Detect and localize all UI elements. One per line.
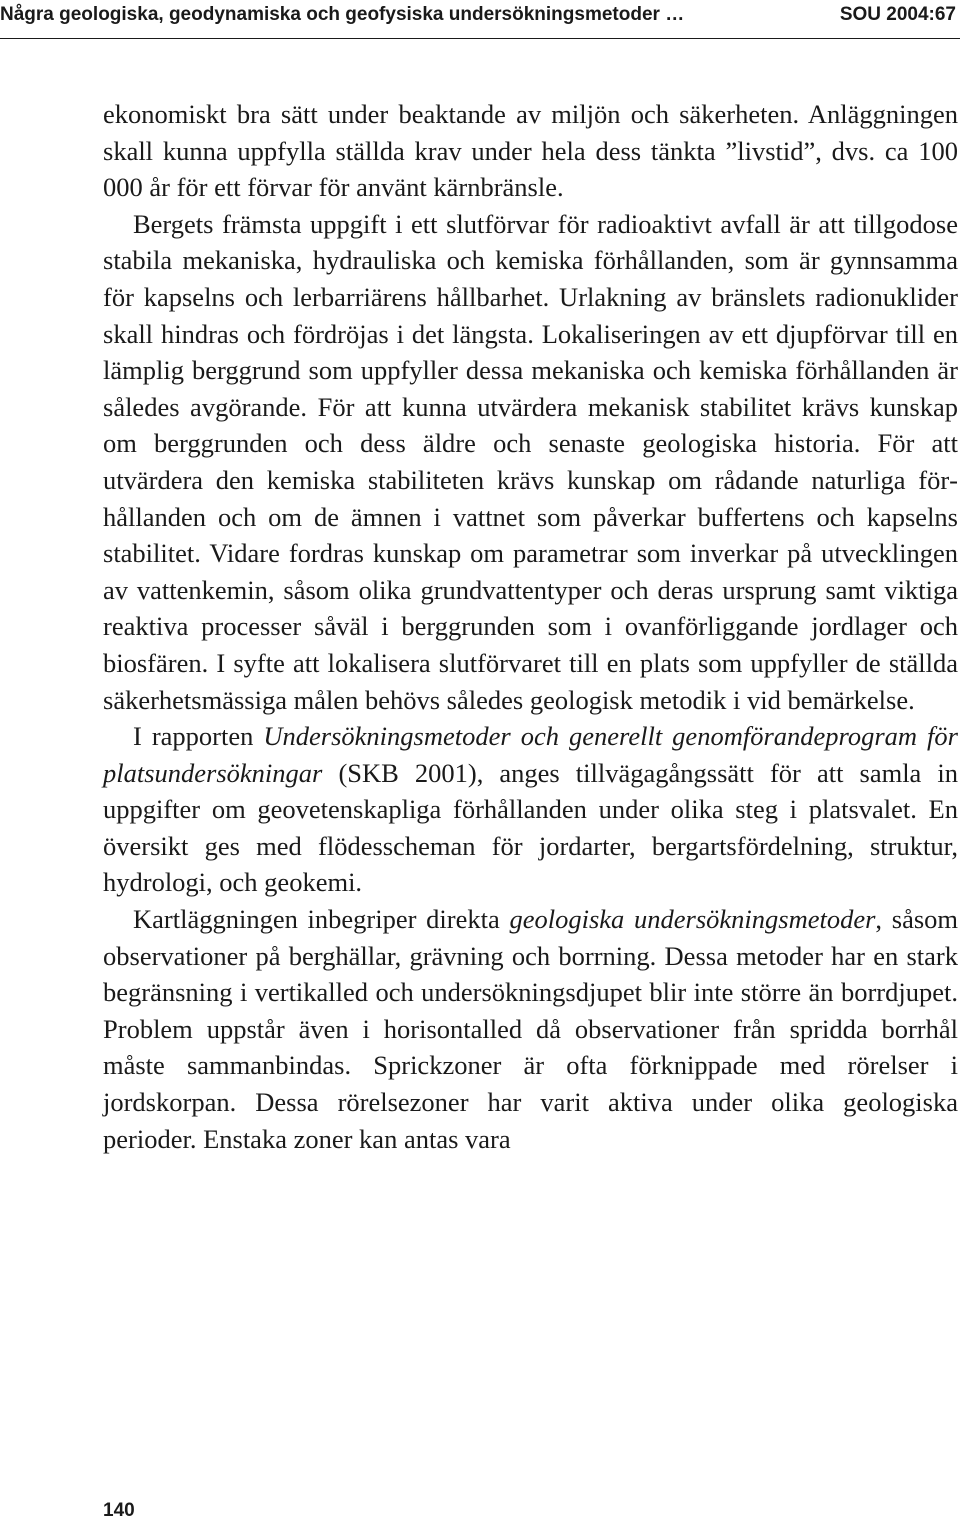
paragraph-3 [103, 718, 958, 901]
paragraph-4 [103, 901, 958, 1157]
paragraph-2: Bergets främsta uppgift i ett slutförvar för radioaktivt avfall är att tillgodose stabila mekaniska, hydrauliska och kemiska förhållanden, som är gynnsamma för kapselns och lerbarriärens hållbarhet. Urlakning av bränslets radionuklider skall hindras och fördröjas i det längsta. Lokaliseringen av ett djupförvar till en lämplig berggrund som uppfyller dessa mekaniska och kemiska förhållanden är således avgörande. För att kunna utvärdera mekanisk stabilitet krävs kunskap om berggrunden och dess äldre och senaste geologiska historia. För att utvärdera den kemiska stabiliteten krävs kunskap om rådande naturliga förhållanden och om de ämnen i vattnet som påverkar buffertens och kapselns stabilitet. Vidare fordras kunskap om parametrar som inverkar på utvecklingen av vattenkemin, såsom olika grundvattentyper och deras ursprung samt viktiga reaktiva processer såväl i berggrunden som i ovanförliggande jordlager och biosfären. I syfte att lokalisera slutförvaret till en plats som uppfyller de ställda säkerhetsmässiga målen behövs således geologisk metodik i vid bemärkelse. [103, 208, 958, 715]
body-text [103, 96, 958, 1157]
term-italic: geologiska undersökningsmetoder [509, 904, 876, 935]
page-header [0, 0, 960, 44]
header-divider [0, 38, 960, 39]
paragraph-3-text-end: (SKB 2001), anges tillvägagångssätt för att samla in uppgifter om geovetenskapliga förhållanden under olika steg i platsvalet. En översikt ges med flödesscheman för jordarter, bergartsfördelning, struktur, hydrologi, och geokemi. [103, 757, 958, 898]
running-title: Några geologiska, geodynamiska och geofysiska undersökningsmetoder … [0, 4, 685, 25]
report-number: SOU 2004:67 [839, 4, 956, 25]
report-title-italic: Undersökningsmetoder och generellt genomförandeprogram för platsundersökningar [103, 721, 958, 788]
paragraph-1: ekonomiskt bra sätt under beaktande av miljön och säkerheten. Anläggningen skall kunna uppfylla ställda krav under hela dess tänkta ”livstid”, dvs. ca 100 000 år för ett förvar för använt kärnbränsle. [103, 99, 958, 203]
page-number: 140 [103, 1500, 135, 1521]
paragraph-4-text-start: Kartläggningen inbegriper direkta [133, 904, 510, 935]
paragraph-3-text-start: I rapporten [133, 721, 264, 752]
paragraph-4-text-end: , såsom observationer på berghällar, grävning och borrning. Dessa metoder har en stark begränsning i vertikalled och undersökningsdjupet blir inte större än borrdjupet. Problem uppstår även i horisontalled då observationer från spridda borrhål måste sammanbindas. Sprickzoner är ofta förknippade med rörelser i jordskorpan. Dessa rörelsezoner har varit aktiva under olika geologiska perioder. Enstaka zoner kan antas vara [103, 904, 959, 1154]
